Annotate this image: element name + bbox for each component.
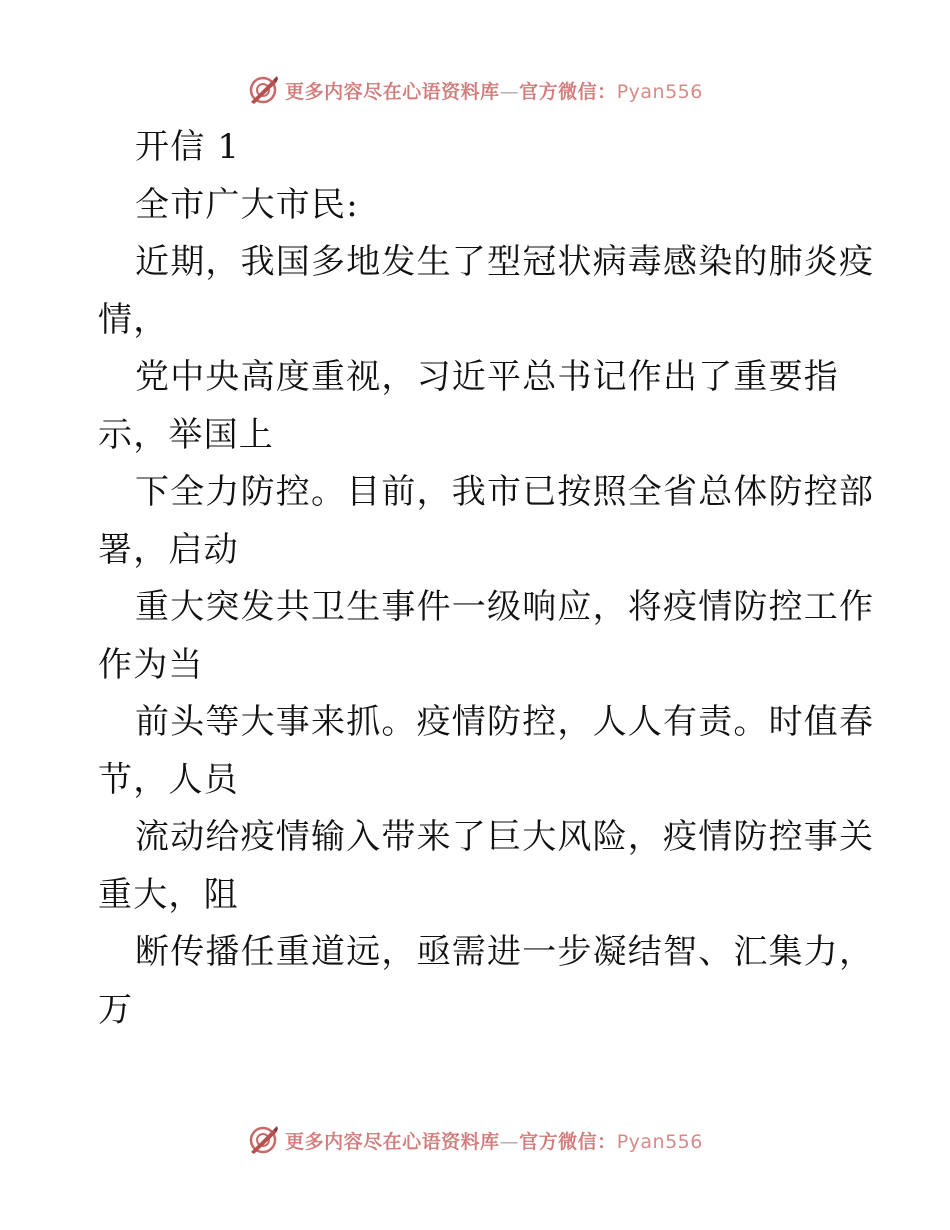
text-line: 流动给疫情输入带来了巨大风险，疫情防控事关 [135, 817, 875, 857]
text-line: 节，人员 [98, 759, 239, 800]
text-line: 断传播任重道远，亟需进一步凝结智、汇集力， [135, 932, 875, 972]
text-line: 近期，我国多地发生了型冠状病毒感染的肺炎疫 [135, 242, 875, 282]
text-line: 重大突发共卫生事件一级响应，将疫情防控工作 [135, 587, 875, 627]
text-line: 万 [98, 989, 134, 1030]
watermark-text: 更多内容尽在心语资料库—官方微信：Pyan556 [285, 80, 703, 103]
text-line: 情， [98, 299, 169, 340]
text-line: 重大，阻 [98, 874, 239, 915]
text-line: 开信 1 [135, 127, 241, 167]
text-line: 下全力防控。目前，我市已按照全省总体防控部 [135, 472, 875, 512]
text-line: 作为当 [98, 644, 204, 685]
text-line: 全市广大市民: [135, 184, 359, 225]
text-line: 示，举国上 [98, 414, 274, 455]
watermark-text: 更多内容尽在心语资料库—官方微信：Pyan556 [285, 1130, 703, 1153]
text-line: 署，启动 [98, 529, 239, 570]
text-line: 党中央高度重视，习近平总书记作出了重要指 [135, 357, 839, 397]
header-watermark [0, 70, 950, 110]
pen-logo-icon [247, 1124, 279, 1156]
document-body [98, 119, 875, 1039]
footer-watermark [0, 1120, 950, 1160]
text-line: 前头等大事来抓。疫情防控，人人有责。时值春 [135, 702, 875, 742]
pen-logo-icon [247, 74, 279, 106]
